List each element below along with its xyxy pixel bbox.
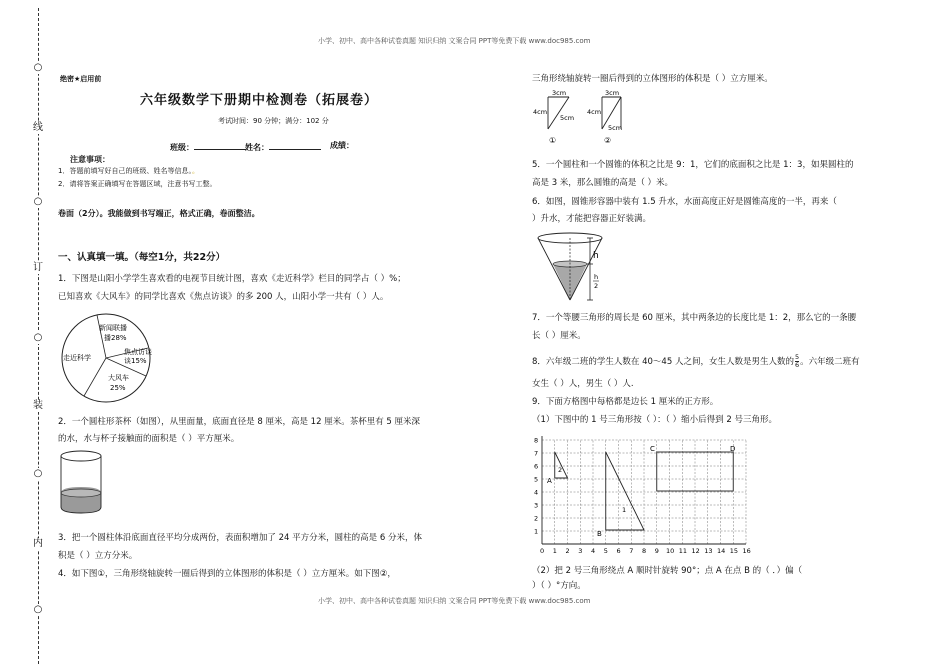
cone-half-denominator: 2 bbox=[594, 282, 599, 290]
binding-circle: ○ bbox=[31, 468, 45, 480]
point-b-label: B bbox=[597, 530, 602, 538]
q8-line1 bbox=[532, 354, 860, 369]
x-tick-label: 4 bbox=[591, 547, 596, 555]
q8-fraction-denominator: 6 bbox=[794, 361, 800, 369]
q2-line2: 的水，水与杯子接触面的面积是（ ）平方厘米。 bbox=[58, 434, 240, 444]
cup-rim bbox=[61, 451, 101, 461]
notice-item-1 bbox=[58, 166, 199, 176]
y-tick-label: 7 bbox=[534, 449, 539, 458]
y-tick-label: 8 bbox=[534, 436, 539, 445]
q4-line1: 4．如下图①，三角形绕轴旋转一圈后得到的立体图形的体积是（ ）立方厘米。如下图②， bbox=[58, 569, 396, 579]
q5-line2: 高是 3 米，那么圆锥的高是（ ）米。 bbox=[532, 178, 674, 188]
q6-line2: ）升水，才能把容器正好装满。 bbox=[532, 214, 652, 224]
x-tick-label: 5 bbox=[603, 547, 608, 555]
triangle-1-hyp-label: 5cm bbox=[560, 114, 575, 122]
footer-banner: 小学、初中、高中各种试卷真题 知识归纳 文案合同 PPT等免费下载 www.doc985.com bbox=[318, 597, 591, 605]
y-tick-label: 1 bbox=[534, 527, 539, 536]
q2-line1: 2．一个圆柱形茶杯（如图），从里面量，底面直径是 8 厘米，高是 12 厘米。茶杯里有 5 厘米深 bbox=[58, 417, 421, 427]
point-c-label: C bbox=[650, 445, 655, 453]
triangle-1-hypotenuse bbox=[548, 97, 569, 129]
cone-half-numerator: h bbox=[594, 273, 599, 281]
pie-value-xinwen: 播28% bbox=[104, 334, 127, 342]
x-tick-label: 8 bbox=[642, 547, 647, 555]
x-tick-label: 10 bbox=[666, 547, 675, 555]
cylinder-cup-figure bbox=[58, 447, 108, 517]
x-tick-label: 0 bbox=[540, 547, 545, 555]
triangle-2-top-label: 3cm bbox=[605, 89, 620, 97]
x-tick-label: 9 bbox=[654, 547, 659, 555]
binding-circle: ○ bbox=[31, 62, 45, 74]
name-label: 姓名： bbox=[245, 143, 269, 152]
x-tick-label: 15 bbox=[729, 547, 739, 555]
q8-line2: 女生（ ）人，男生（ ）人. bbox=[532, 379, 634, 389]
binding-label-ding: 订 bbox=[33, 262, 43, 273]
q7-line1: 7．一个等腰三角形的周长是 60 厘米，其中两条边的长度比是 1：2，那么它的一条腰 bbox=[532, 313, 857, 323]
pie-chart bbox=[58, 310, 158, 405]
triangle-1 bbox=[533, 89, 574, 145]
binding-circle: ○ bbox=[31, 196, 45, 208]
q4-cont: 三角形绕轴旋转一圈后得到的立体图形的体积是（ ）立方厘米。 bbox=[532, 74, 773, 84]
score-field[interactable] bbox=[330, 140, 354, 152]
class-label: 班级： bbox=[170, 143, 194, 152]
grid-triangle-1 bbox=[606, 452, 644, 530]
pie-label-xinwen: 新闻联播 bbox=[99, 324, 127, 332]
q3-line1: 3．把一个圆柱体沿底面直径平均分成两份，表面积增加了 24 平方分米，圆柱的高是 6 分米，体 bbox=[58, 533, 422, 543]
y-tick-label: 2 bbox=[534, 514, 539, 523]
q5-line1: 5．一个圆柱和一个圆锥的体积之比是 9：1，它们的底面积之比是 1：3，如果圆柱的 bbox=[532, 160, 854, 170]
x-tick-label: 1 bbox=[552, 547, 557, 555]
name-field[interactable] bbox=[245, 140, 321, 154]
y-tick-label: 3 bbox=[534, 501, 539, 510]
page-title: 六年级数学下册期中检测卷（拓展卷） bbox=[140, 93, 379, 108]
y-tick-labels bbox=[534, 437, 538, 536]
q8-line1-text: 8．六年级二班的学生人数在 40～45 人之间，女生人数是男生人数的 bbox=[532, 357, 794, 367]
grid-triangle-2-label: 2 bbox=[558, 466, 563, 474]
pie-label-jiaodian: 焦点访谈 bbox=[124, 348, 152, 356]
x-tick-label: 7 bbox=[629, 547, 634, 555]
q9-sub2-line1: （2）把 2 号三角形绕点 A 顺时针旋转 90°；点 A 在点 B 的（ ．）偏（ bbox=[532, 566, 803, 576]
x-tick-label: 6 bbox=[616, 547, 621, 555]
q8-fraction-numerator: 5 bbox=[794, 353, 800, 361]
triangle-2-number: ② bbox=[604, 136, 612, 145]
x-tick-labels bbox=[540, 547, 751, 555]
q8-fraction bbox=[795, 354, 799, 369]
triangle-1-top-label: 3cm bbox=[552, 89, 567, 97]
secret-tag: 绝密★启用前 bbox=[60, 75, 102, 83]
grid-lines bbox=[542, 440, 746, 544]
section-heading: 一、认真填一填。（每空1分，共22分） bbox=[58, 252, 226, 263]
y-tick-label: 5 bbox=[534, 475, 539, 484]
grid-rectangle-cd bbox=[657, 452, 734, 491]
x-tick-label: 3 bbox=[578, 547, 583, 555]
binding-circle: ○ bbox=[31, 332, 45, 344]
rotation-triangles-figure bbox=[532, 87, 632, 147]
binding-label-xian: 线 bbox=[33, 122, 43, 133]
binding-label-zhuang: 装 bbox=[33, 400, 43, 411]
notice-item-2: 2．请将答案正确填写在答题区域，注意书写工整。 bbox=[58, 180, 217, 188]
q6-line1: 6．如图，圆锥形容器中装有 1.5 升水，水面高度正好是圆锥高度的一半，再来（ bbox=[532, 197, 837, 207]
notice-title: 注意事项： bbox=[70, 155, 110, 164]
q8-line1-tail: 。六年级二班有 bbox=[800, 357, 860, 367]
x-tick-label: 11 bbox=[678, 547, 688, 555]
grid-triangle-2 bbox=[555, 452, 568, 478]
y-tick-label: 4 bbox=[534, 488, 539, 497]
pie-value-jiaodian: 谈15% bbox=[124, 357, 147, 365]
triangle-2 bbox=[587, 89, 622, 145]
x-tick-label: 2 bbox=[565, 547, 570, 555]
pie-value-dafengche: 25% bbox=[110, 384, 126, 392]
point-d-label: D bbox=[730, 445, 736, 453]
grid-figure bbox=[532, 432, 754, 556]
triangle-1-number: ① bbox=[549, 136, 557, 145]
x-tick-label: 16 bbox=[742, 547, 751, 555]
x-tick-label: 14 bbox=[717, 547, 726, 555]
water-surface bbox=[61, 489, 101, 497]
score-label: 成绩： bbox=[330, 141, 354, 150]
q9-sub1: （1）下图中的 1 号三角形按（ ）：（ ）缩小后得到 2 号三角形。 bbox=[532, 415, 777, 425]
cone-container-figure bbox=[532, 232, 612, 304]
q7-line2: 长（ ）厘米。 bbox=[532, 331, 586, 341]
header-banner: 小学、初中、高中各种试卷真题 知识归纳 文案合同 PPT等免费下载 www.doc985.com bbox=[318, 37, 591, 45]
pie-label-dafengche: 大风车 bbox=[108, 374, 129, 382]
triangle-2-left-label: 4cm bbox=[587, 108, 602, 116]
grid-triangle-1-label: 1 bbox=[622, 506, 627, 514]
point-a-label: A bbox=[547, 477, 552, 485]
neatness-line: 卷面（2分）。我能做到书写端正，格式正确，卷面整洁。 bbox=[58, 209, 260, 218]
notice-item-1-text: 1．答题前填写好自己的班级、姓名等信息。 bbox=[58, 167, 192, 175]
binding-circle: ○ bbox=[31, 604, 45, 616]
q1-line2: 已知喜欢《大风车》的同学比喜欢《焦点访谈》的多 200 人，山阳小学一共有（ ）人。 bbox=[58, 292, 389, 302]
q3-line2: 积是（ ）立方分米。 bbox=[58, 551, 138, 561]
x-tick-label: 12 bbox=[691, 547, 700, 555]
binding-label-nei: 内 bbox=[33, 538, 43, 549]
notice-item-1-dot: 。 bbox=[191, 167, 199, 175]
triangle-1-left-label: 4cm bbox=[533, 108, 548, 116]
x-tick-label: 13 bbox=[704, 547, 713, 555]
exam-info: 考试时间：90 分钟；满分：102 分 bbox=[218, 117, 329, 125]
pie-label-zoujin: 走近科学 bbox=[63, 354, 91, 362]
class-field[interactable] bbox=[170, 140, 246, 154]
cone-height-label: h bbox=[593, 251, 599, 261]
y-tick-label: 6 bbox=[534, 462, 539, 471]
q9-line1: 9．下面方格图中每格都是边长 1 厘米的正方形。 bbox=[532, 397, 719, 407]
q1-line1: 1．下图是山阳小学学生喜欢看的电视节目统计图，喜欢《走近科学》栏目的同学占（ ）%； bbox=[58, 274, 406, 284]
q9-sub2-line2: ）（ ）°方向。 bbox=[532, 581, 586, 591]
triangle-2-hyp-label: 5cm bbox=[608, 124, 623, 132]
pie-divider bbox=[84, 358, 106, 396]
